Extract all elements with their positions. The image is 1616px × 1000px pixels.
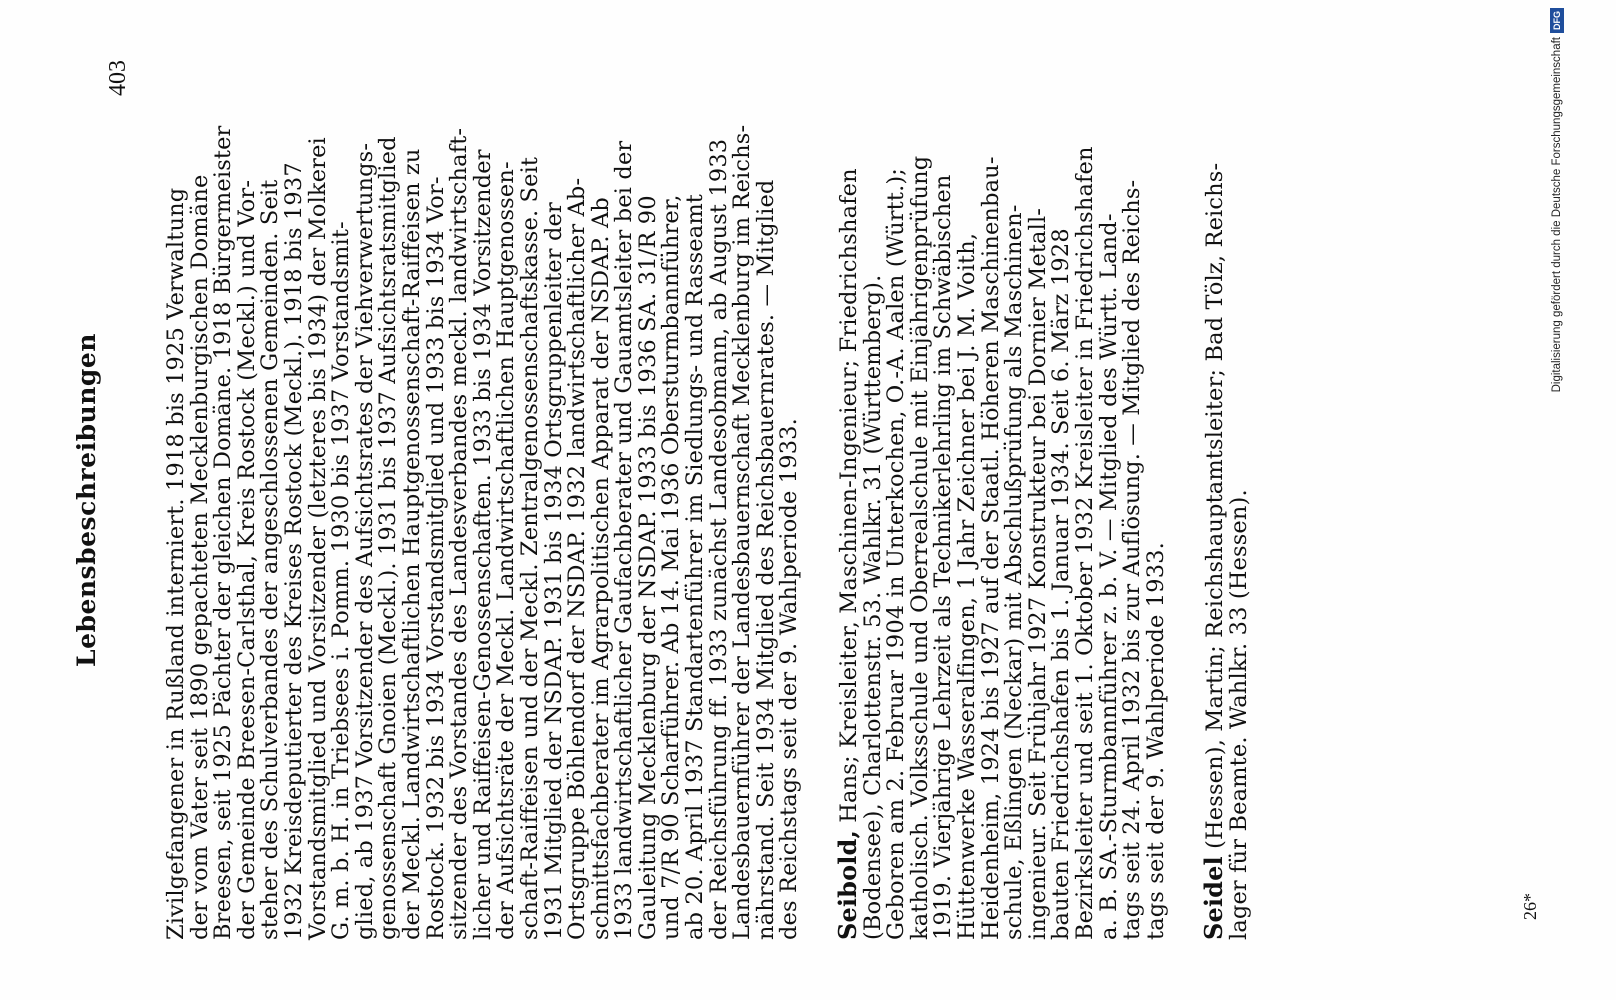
page-number: 403 (105, 60, 131, 96)
text-line: genossenschaft Gnoien (Meckl.). 1931 bis 1937 Aufsichtsratsmitglied (375, 136, 402, 940)
text-line: schule, Eßlingen (Neckar) mit Abschlußprüfung als Maschinen- (1001, 204, 1028, 940)
text-line: Hüttenwerke Wasseralfingen, 1 Jahr Zeichner bei J. M. Voith, (954, 232, 980, 940)
text-line: 1933 landwirtschaftlicher Gaufachberater und Gauamtsleiter bei der (611, 140, 638, 940)
text-line: Zivilgefangener in Rußland interniert. 1918 bis 1925 Verwaltung (163, 187, 189, 940)
text-line: schnittsfachberater im Agrarpolitischen Apparat der NSDAP. Ab (587, 197, 614, 940)
text-line (833, 70, 863, 940)
text-line: 1919. Vierjährige Lehrzeit als Technikerlehrling im Schwäbischen (930, 174, 957, 940)
funding-note-text: Digitalisierung gefördert durch die Deutsche Forschungsgemeinschaft (1551, 37, 1563, 393)
text-line: Vorstandsmitglied und Vorsitzender (letzteres bis 1934) der Molkerei (304, 137, 331, 940)
text-line: der Gemeinde Breesen-Carlsthal, Kreis Rostock (Meckl.) und Vor- (233, 179, 260, 940)
biography-entry (165, 70, 802, 940)
text-line: katholisch. Volksschule und Oberrealschule mit Einjährigenprüfung (906, 155, 933, 940)
text-line (1199, 70, 1229, 940)
text-line: sitzender des Vorstandes des Landesverbandes meckl. landwirtschaft- (446, 127, 473, 940)
text-line: nährstand. Seit 1934 Mitglied des Reichsbauernrates. — Mitglied (752, 179, 779, 940)
page-body (165, 70, 1252, 940)
text-line: des Reichstags seit der 9. Wahlperiode 1933. (776, 418, 803, 940)
text-line: der vom Vater seit 1890 gepachteten Mecklenburgischen Domäne (186, 174, 213, 940)
dfg-logo: DFG (1550, 8, 1564, 33)
text-line: 1932 Kreisdeputierter des Kreises Rostock (Meckl.). 1918 bis 1937 (280, 162, 307, 940)
text-line: Rostock. 1932 bis 1934 Vorstandsmitglied und 1933 bis 1934 Vor- (422, 176, 449, 940)
text-line: tags seit der 9. Wahlperiode 1933. (1142, 542, 1169, 940)
dfg-funding-note (1547, 8, 1567, 968)
text-line: 1931 Mitglied der NSDAP. 1931 bis 1934 Ortsgruppenleiter der (540, 202, 567, 940)
text-line: und 7/R 90 Scharführer. Ab 14. Mai 1936 Obersturmbannführer, (658, 194, 685, 940)
text-line: (Bodensee), Charlottenstr. 53. Wahlkr. 31 (Württemberg). (859, 274, 886, 940)
biography-entry (833, 70, 1169, 940)
text-line: Ortsgruppe Böhlendorf der NSDAP. 1932 landwirtschaftlicher Ab- (564, 177, 591, 940)
text-line: Geboren am 2. Februar 1904 in Unterkochen, O.-A. Aalen (Württ.); (883, 167, 910, 940)
text-line: der Meckl. Landwirtschaftlichen Hauptgenossenschaft-Raiffeisen zu (398, 148, 425, 940)
person-name: Seidel (1199, 856, 1229, 940)
line-text: Hans; Kreisleiter, Maschinen-Ingenieur; Friedrichshafen (836, 168, 863, 823)
text-line: Breesen, seit 1925 Pächter der gleichen Domäne. 1918 Bürgermeister (210, 125, 237, 940)
text-line: ingenieur. Seit Frühjahr 1927 Konstrukteur bei Dornier Metall- (1024, 207, 1051, 940)
text-line: licher und Raiffeisen-Genossenschaften. 1933 bis 1934 Vorsitzender (469, 149, 496, 940)
line-text: (Hessen), Martin; Reichshauptamtsleiter; Bad Tölz, Reichs- (1202, 162, 1229, 849)
text-line: glied, ab 1937 Vorsitzender des Aufsichtsrates der Viehverwertungs- (351, 142, 378, 940)
text-line: lager für Beamte. Wahlkr. 33 (Hessen). (1225, 489, 1252, 940)
biography-entry (1199, 70, 1252, 940)
text-line: Heidenheim, 1924 bis 1927 auf der Staatl. Höheren Maschinenbau- (977, 156, 1004, 940)
text-line: Landesbauernführer der Landesbauernschaft Mecklenburg im Reichs- (729, 124, 756, 940)
text-line: Bezirksleiter und seit 1. Oktober 1932 Kreisleiter in Friedrichshafen (1071, 146, 1098, 940)
text-line: bauten Friedrichshafen bis 1. Januar 1934. Seit 6. März 1928 (1048, 228, 1075, 940)
text-line: der Aufsichtsräte der Meckl. Landwirtschaftlichen Hauptgenossen- (493, 161, 520, 940)
text-line: Gauleitung Mecklenburg der NSDAP. 1933 bis 1936 SA. 31/R 90 (634, 195, 661, 940)
text-line: a. B. SA.-Sturmbannführer z. b. V. — Mitglied des Württ. Land- (1095, 213, 1122, 940)
text-line: schaft-Raiffeisen und der Meckl. Zentralgenossenschaftskasse. Seit (516, 156, 543, 940)
person-name: Seibold, (833, 830, 863, 940)
signature-mark: 26* (1520, 893, 1540, 920)
running-header: Lebensbeschreibungen (72, 333, 101, 667)
text-line: der Reichsführung ff. 1933 zunächst Landesobmann, ab August 1933 (705, 138, 732, 940)
text-line: ab 20. April 1937 Standartenführer im Siedlungs- und Rasseamt (682, 194, 709, 940)
text-line: steher des Schulverbandes der angeschlossenen Gemeinden. Seit (257, 179, 284, 940)
text-line: G. m. b. H. in Triebsees i. Pomm. 1930 bis 1937 Vorstandsmit- (328, 221, 355, 940)
text-line: tags seit 24. April 1932 bis zur Auflösung. — Mitglied des Reichs- (1119, 179, 1146, 940)
